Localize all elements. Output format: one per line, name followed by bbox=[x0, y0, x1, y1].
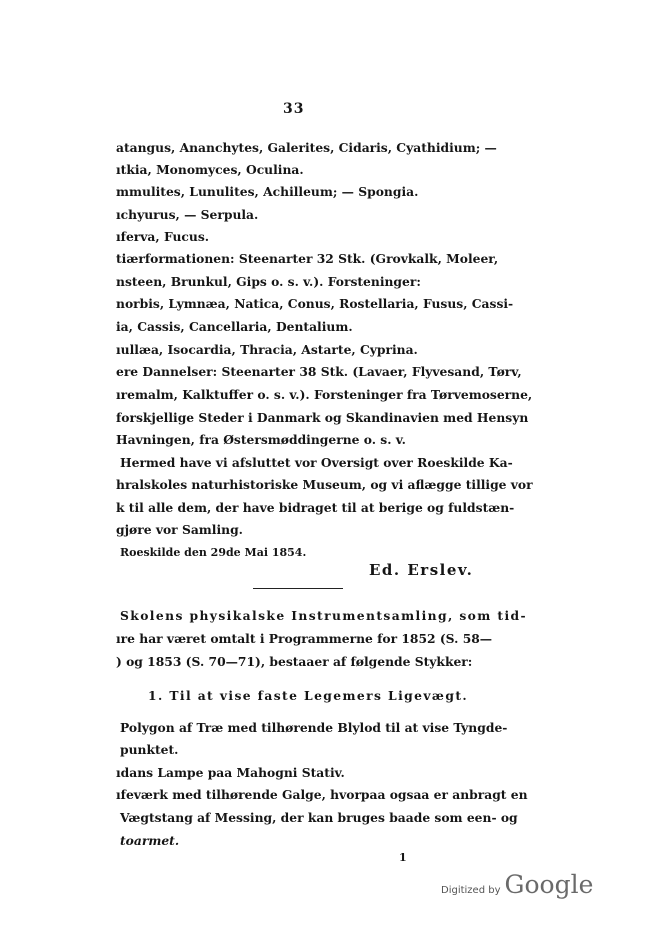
text-line: Havningen, fra Østersmøddingerne o. s. v. bbox=[116, 432, 406, 447]
text-line: ıtkia, Monomyces, Oculina. bbox=[116, 162, 304, 177]
watermark bbox=[441, 870, 593, 899]
section-line: ) og 1853 (S. 70—71), bestaaer af følgende Stykker: bbox=[116, 654, 473, 669]
footnote-mark: 1 bbox=[399, 851, 407, 864]
section-line: Skolens physikalske Instrumentsamling, som tid- bbox=[120, 608, 528, 623]
text-line: k til alle dem, der have bidraget til at berige og fuldstæn- bbox=[116, 500, 515, 515]
signature: Ed. Erslev. bbox=[369, 561, 474, 579]
text-line: tiærformationen: Steenarter 32 Stk. (Grovkalk, Moleer, bbox=[116, 251, 499, 266]
text-line: ıchyurus, — Serpula. bbox=[116, 207, 259, 222]
item-line: Vægtstang af Messing, der kan bruges baade som een- og bbox=[120, 810, 518, 825]
text-line: ere Dannelser: Steenarter 38 Stk. (Lavaer, Flyvesand, Tørv, bbox=[116, 364, 522, 379]
text-line: atangus, Ananchytes, Galerites, Cidaris, Cyathidium; — bbox=[116, 140, 497, 155]
item-line: ıdans Lampe paa Mahogni Stativ. bbox=[116, 765, 345, 780]
watermark-google-logo: Google bbox=[504, 870, 594, 899]
text-line: nsteen, Brunkul, Gips o. s. v.). Forsteninger: bbox=[116, 274, 421, 289]
text-line: gjøre vor Samling. bbox=[116, 522, 243, 537]
text-line: mmulites, Lunulites, Achilleum; — Spongia. bbox=[116, 184, 419, 199]
item-line: toarmet. bbox=[120, 833, 180, 848]
text-line: Hermed have vi afsluttet vor Oversigt over Roeskilde Ka- bbox=[120, 455, 513, 470]
item-heading: 1. Til at vise faste Legemers Ligevægt. bbox=[148, 688, 469, 703]
dateline: Roeskilde den 29de Mai 1854. bbox=[120, 546, 307, 559]
item-line: Polygon af Træ med tilhørende Blylod til at vise Tyngde- bbox=[120, 720, 508, 735]
divider-rule bbox=[253, 588, 343, 589]
text-line: ıferva, Fucus. bbox=[116, 229, 210, 244]
item-line: punktet. bbox=[120, 742, 179, 757]
item-line: ıfeværk med tilhørende Galge, hvorpaa ogsaa er anbragt en bbox=[116, 787, 528, 802]
text-line: norbis, Lymnæa, Natica, Conus, Rostellaria, Fusus, Cassi- bbox=[116, 296, 514, 311]
text-line: ia, Cassis, Cancellaria, Dentalium. bbox=[116, 319, 353, 334]
watermark-digitized-text: Digitized by bbox=[441, 885, 501, 896]
text-line: ıremalm, Kalktuffer o. s. v.). Forsteninger fra Tørvemoserne, bbox=[116, 387, 533, 402]
text-line: forskjellige Steder i Danmark og Skandinavien med Hensyn bbox=[116, 410, 529, 425]
section-line: ıre har været omtalt i Programmerne for 1852 (S. 58— bbox=[116, 631, 493, 646]
text-line: hralskoles naturhistoriske Museum, og vi aflægge tillige vor bbox=[116, 477, 533, 492]
page-number: 33 bbox=[283, 101, 305, 117]
text-line: ıullæa, Isocardia, Thracia, Astarte, Cyprina. bbox=[116, 342, 418, 357]
